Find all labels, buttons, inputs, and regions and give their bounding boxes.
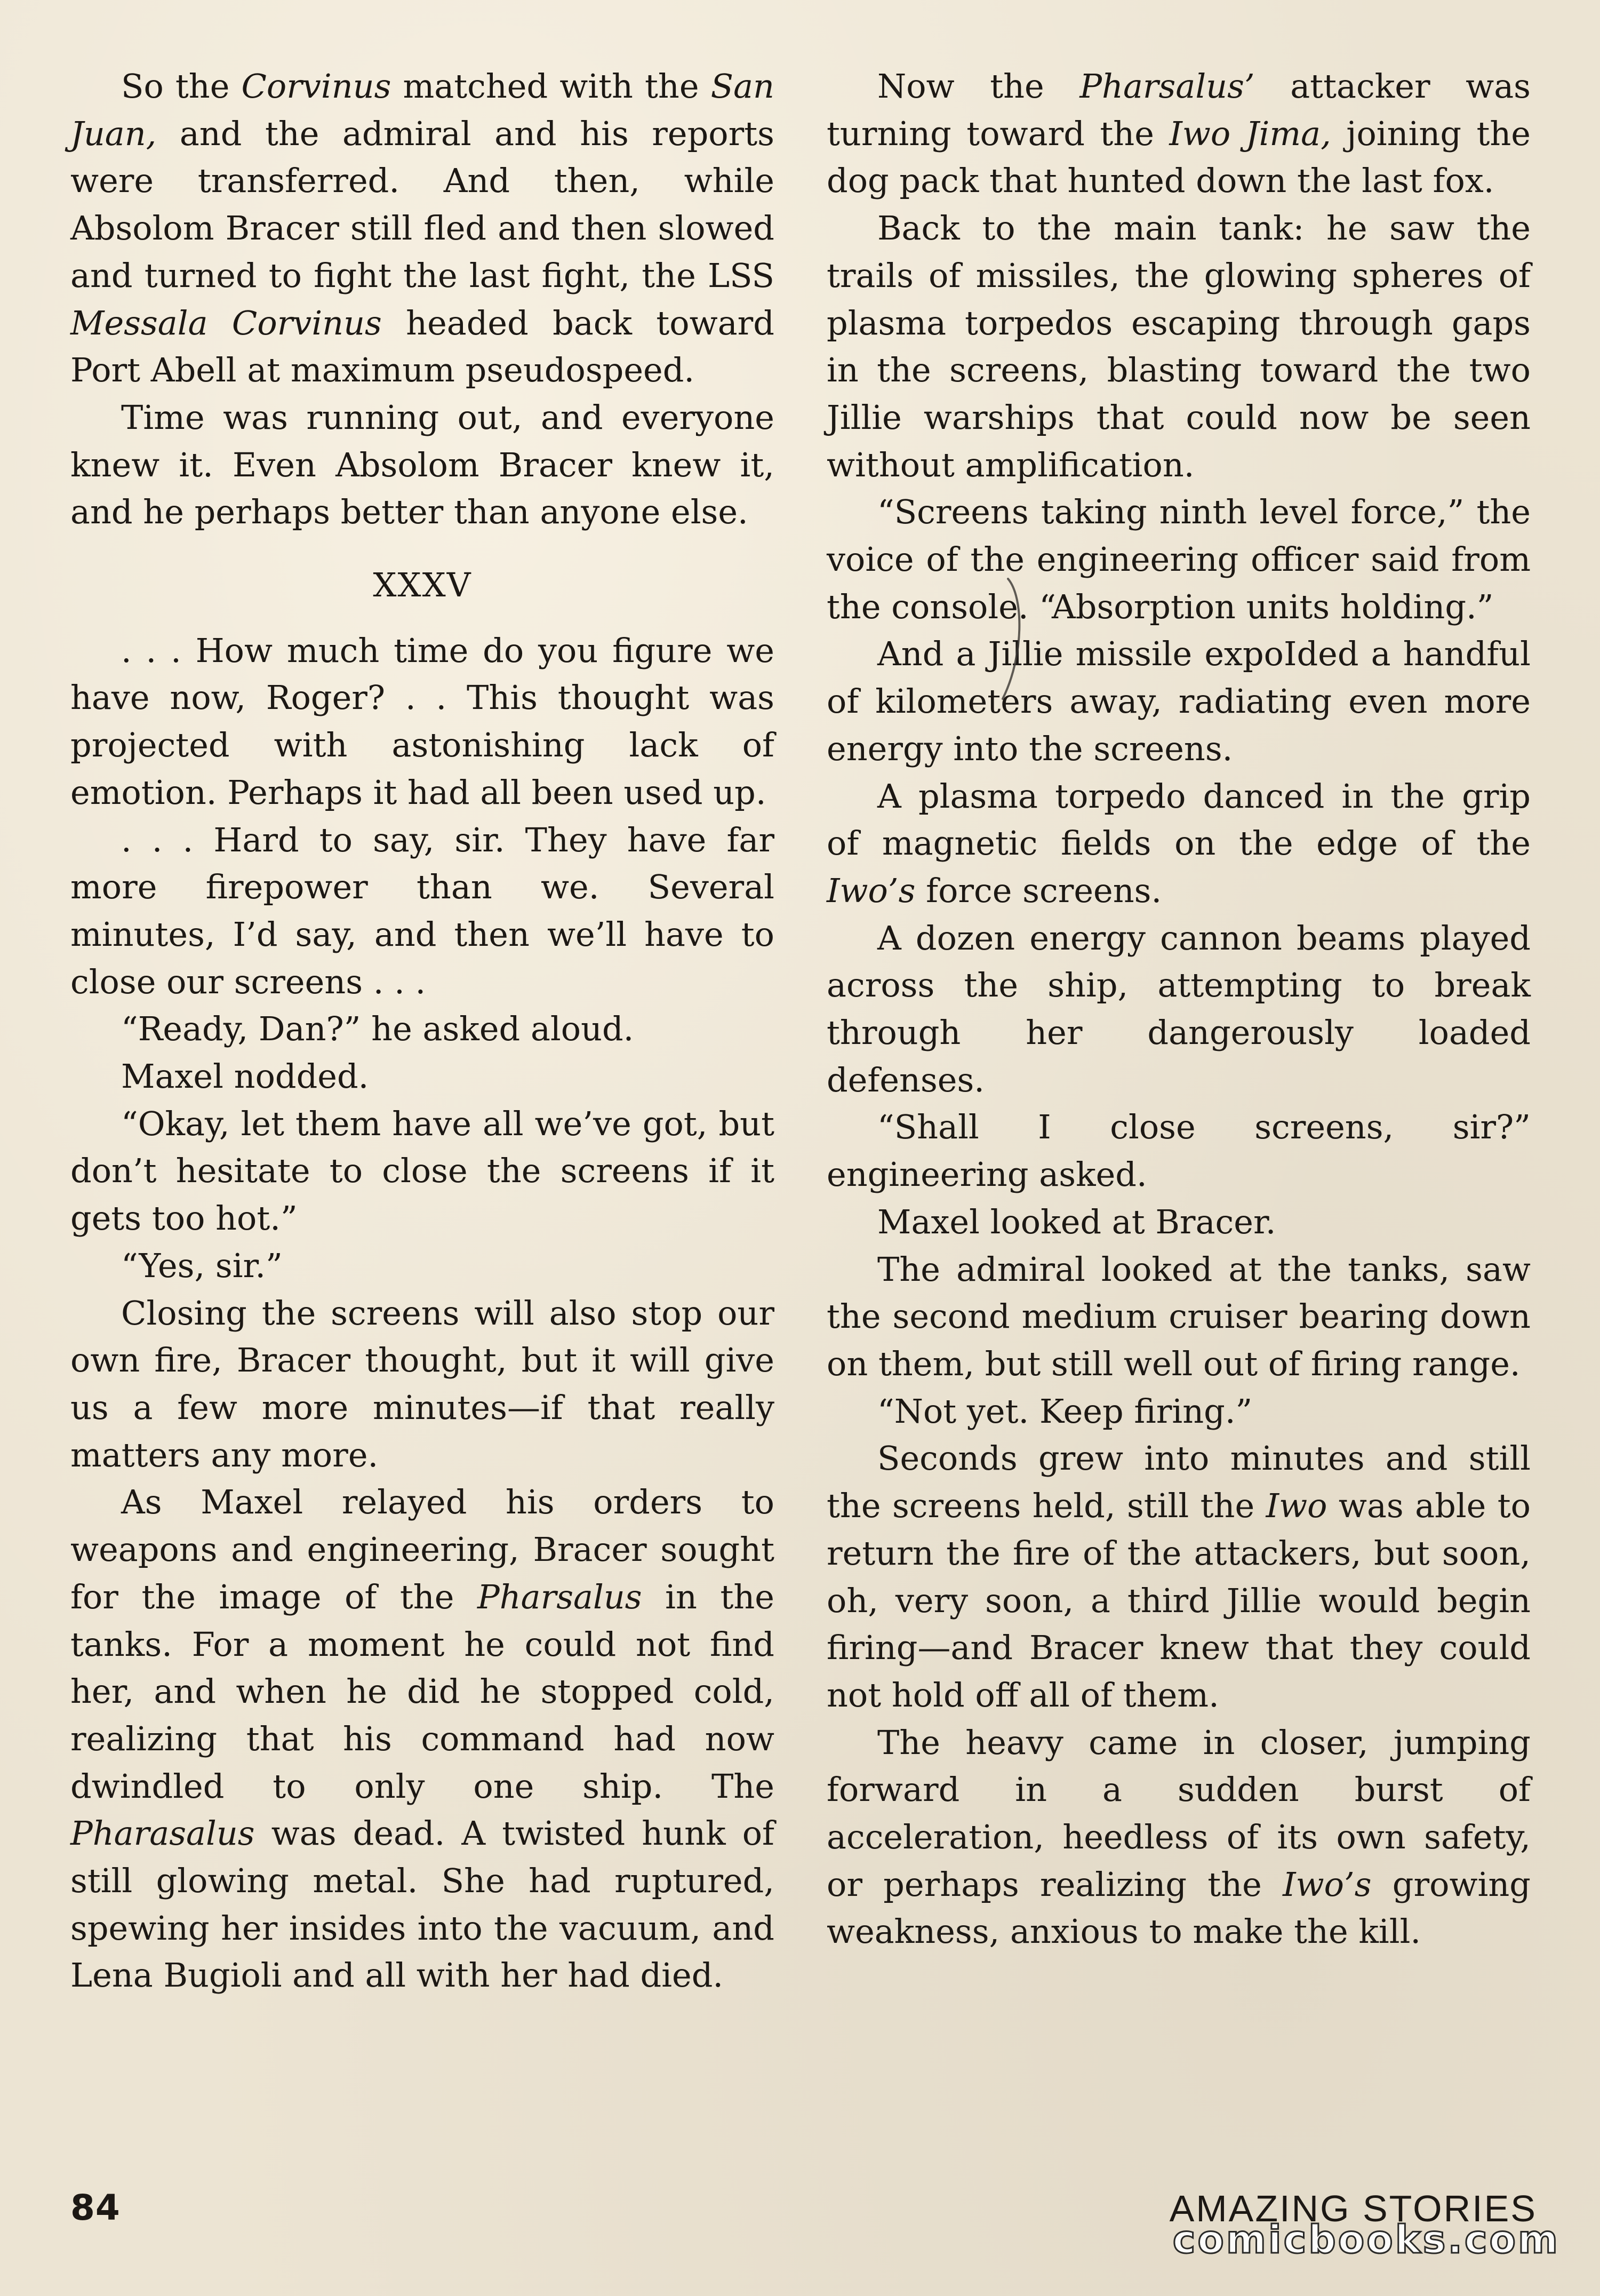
paragraph: “Yes, sir.” — [121, 1246, 283, 1285]
paragraph: The heavy came in closer, jumping forward in a sudden burst of acceleration, heedless of its own safety, or perhaps realizing the Iwo’s growing weakness, anxious to make the kill. — [827, 1723, 1531, 1951]
paragraph: Back to the main tank: he saw the trails of missiles, the glowing spheres of plasma torpedos escaping through gaps in the screens, blasting toward the two Jillie warships that could now be seen without amplification. — [827, 209, 1531, 484]
ship-name: Pharsalus — [477, 1577, 642, 1616]
paragraph: The admiral looked at the tanks, saw the second medium cruiser bearing down on them, but still well out of firing range. — [827, 1249, 1531, 1383]
paragraph: A dozen energy cannon beams played across the ship, attempting to break through her dangerously loaded defenses. — [827, 918, 1531, 1099]
ship-name: Corvinus — [241, 67, 391, 106]
magazine-title: AMAZING STORIES — [1169, 2188, 1537, 2229]
ship-name: Iwo’s — [1283, 1864, 1372, 1904]
watermark: comicbooks.com — [1172, 2217, 1560, 2262]
paragraph: . . . How much time do you figure we have now, Roger? . . This thought was projected with astonishing lack of emotion. Perhaps it had all been used up. — [70, 631, 774, 812]
paragraph: Maxel nodded. — [121, 1057, 369, 1096]
left-column — [70, 63, 774, 1999]
ship-name: Messala Corvinus — [70, 303, 382, 342]
paragraph: “Ready, Dan?” he asked aloud. — [121, 1009, 634, 1049]
paragraph: “Shall I close screens, sir?” engineering asked. — [827, 1107, 1531, 1194]
chapter-heading: XXXV — [373, 565, 472, 605]
ship-name: Iwo Jima, — [1169, 114, 1331, 153]
paragraph: . . . Hard to say, sir. They have far more firepower than we. Several minutes, I’d say, and then we’ll have to close our screens . . . — [70, 820, 774, 1001]
paragraph: A plasma torpedo danced in the grip of magnetic fields on the edge of the Iwo’s force screens. — [827, 776, 1531, 910]
paragraph: Time was running out, and everyone knew it. Even Absolom Bracer knew it, and he perhaps better than anyone else. — [70, 397, 774, 532]
ship-name: Iwo’s — [827, 871, 916, 910]
paragraph: “Okay, let them have all we’ve got, but don’t hesitate to close the screens if it gets too hot.” — [70, 1104, 774, 1238]
paragraph: And a Jillie missile expoIded a handful of kilometers away, radiating even more energy into the screens. — [827, 634, 1531, 768]
ship-name: Iwo — [1266, 1486, 1327, 1526]
ship-name: Pharsalus’ — [1079, 67, 1255, 106]
right-column — [827, 63, 1531, 1956]
paragraph: Maxel looked at Bracer. — [877, 1202, 1276, 1241]
paragraph: Closing the screens will also stop our own fire, Bracer thought, but it will give us a few more minutes—if that really matters any more. — [70, 1293, 774, 1474]
ship-name: San Juan, — [70, 67, 774, 153]
paragraph: “Screens taking ninth level force,” the voice of the engineering officer said from the console. “Absorption units holding.” — [827, 492, 1531, 626]
paragraph: So the Corvinus matched with the San Juan, and the admiral and his reports were transferred. And then, while Absolom Bracer still fled and then slowed and turned to fight the last fight, the LSS Messala Corvinus headed back toward Port Abell at maximum pseudospeed. — [70, 67, 774, 390]
paragraph: As Maxel relayed his orders to weapons and engineering, Bracer sought for the image of the Pharsalus in the tanks. For a moment he could not find her, and when he did he stopped cold, realizing that his command had now dwindled to only one ship. The Pharasalus was dead. A twisted hunk of still glowing metal. She had ruptured, spewing her insides into the vacuum, and Lena Bugioli and all with her had died. — [70, 1482, 774, 1995]
page-number: 84 — [70, 2187, 121, 2228]
ship-name: Pharasalus — [70, 1814, 255, 1853]
paragraph: Seconds grew into minutes and still the screens held, still the Iwo was able to return the fire of the attackers, but soon, oh, very soon, a third Jillie would begin firing—and Bracer knew that they could not hold off all of them. — [827, 1439, 1531, 1715]
paragraph: “Not yet. Keep firing.” — [877, 1391, 1253, 1431]
paragraph: Now the Pharsalus’ attacker was turning toward the Iwo Jima, joining the dog pack that hunted down the last fox. — [827, 67, 1531, 201]
